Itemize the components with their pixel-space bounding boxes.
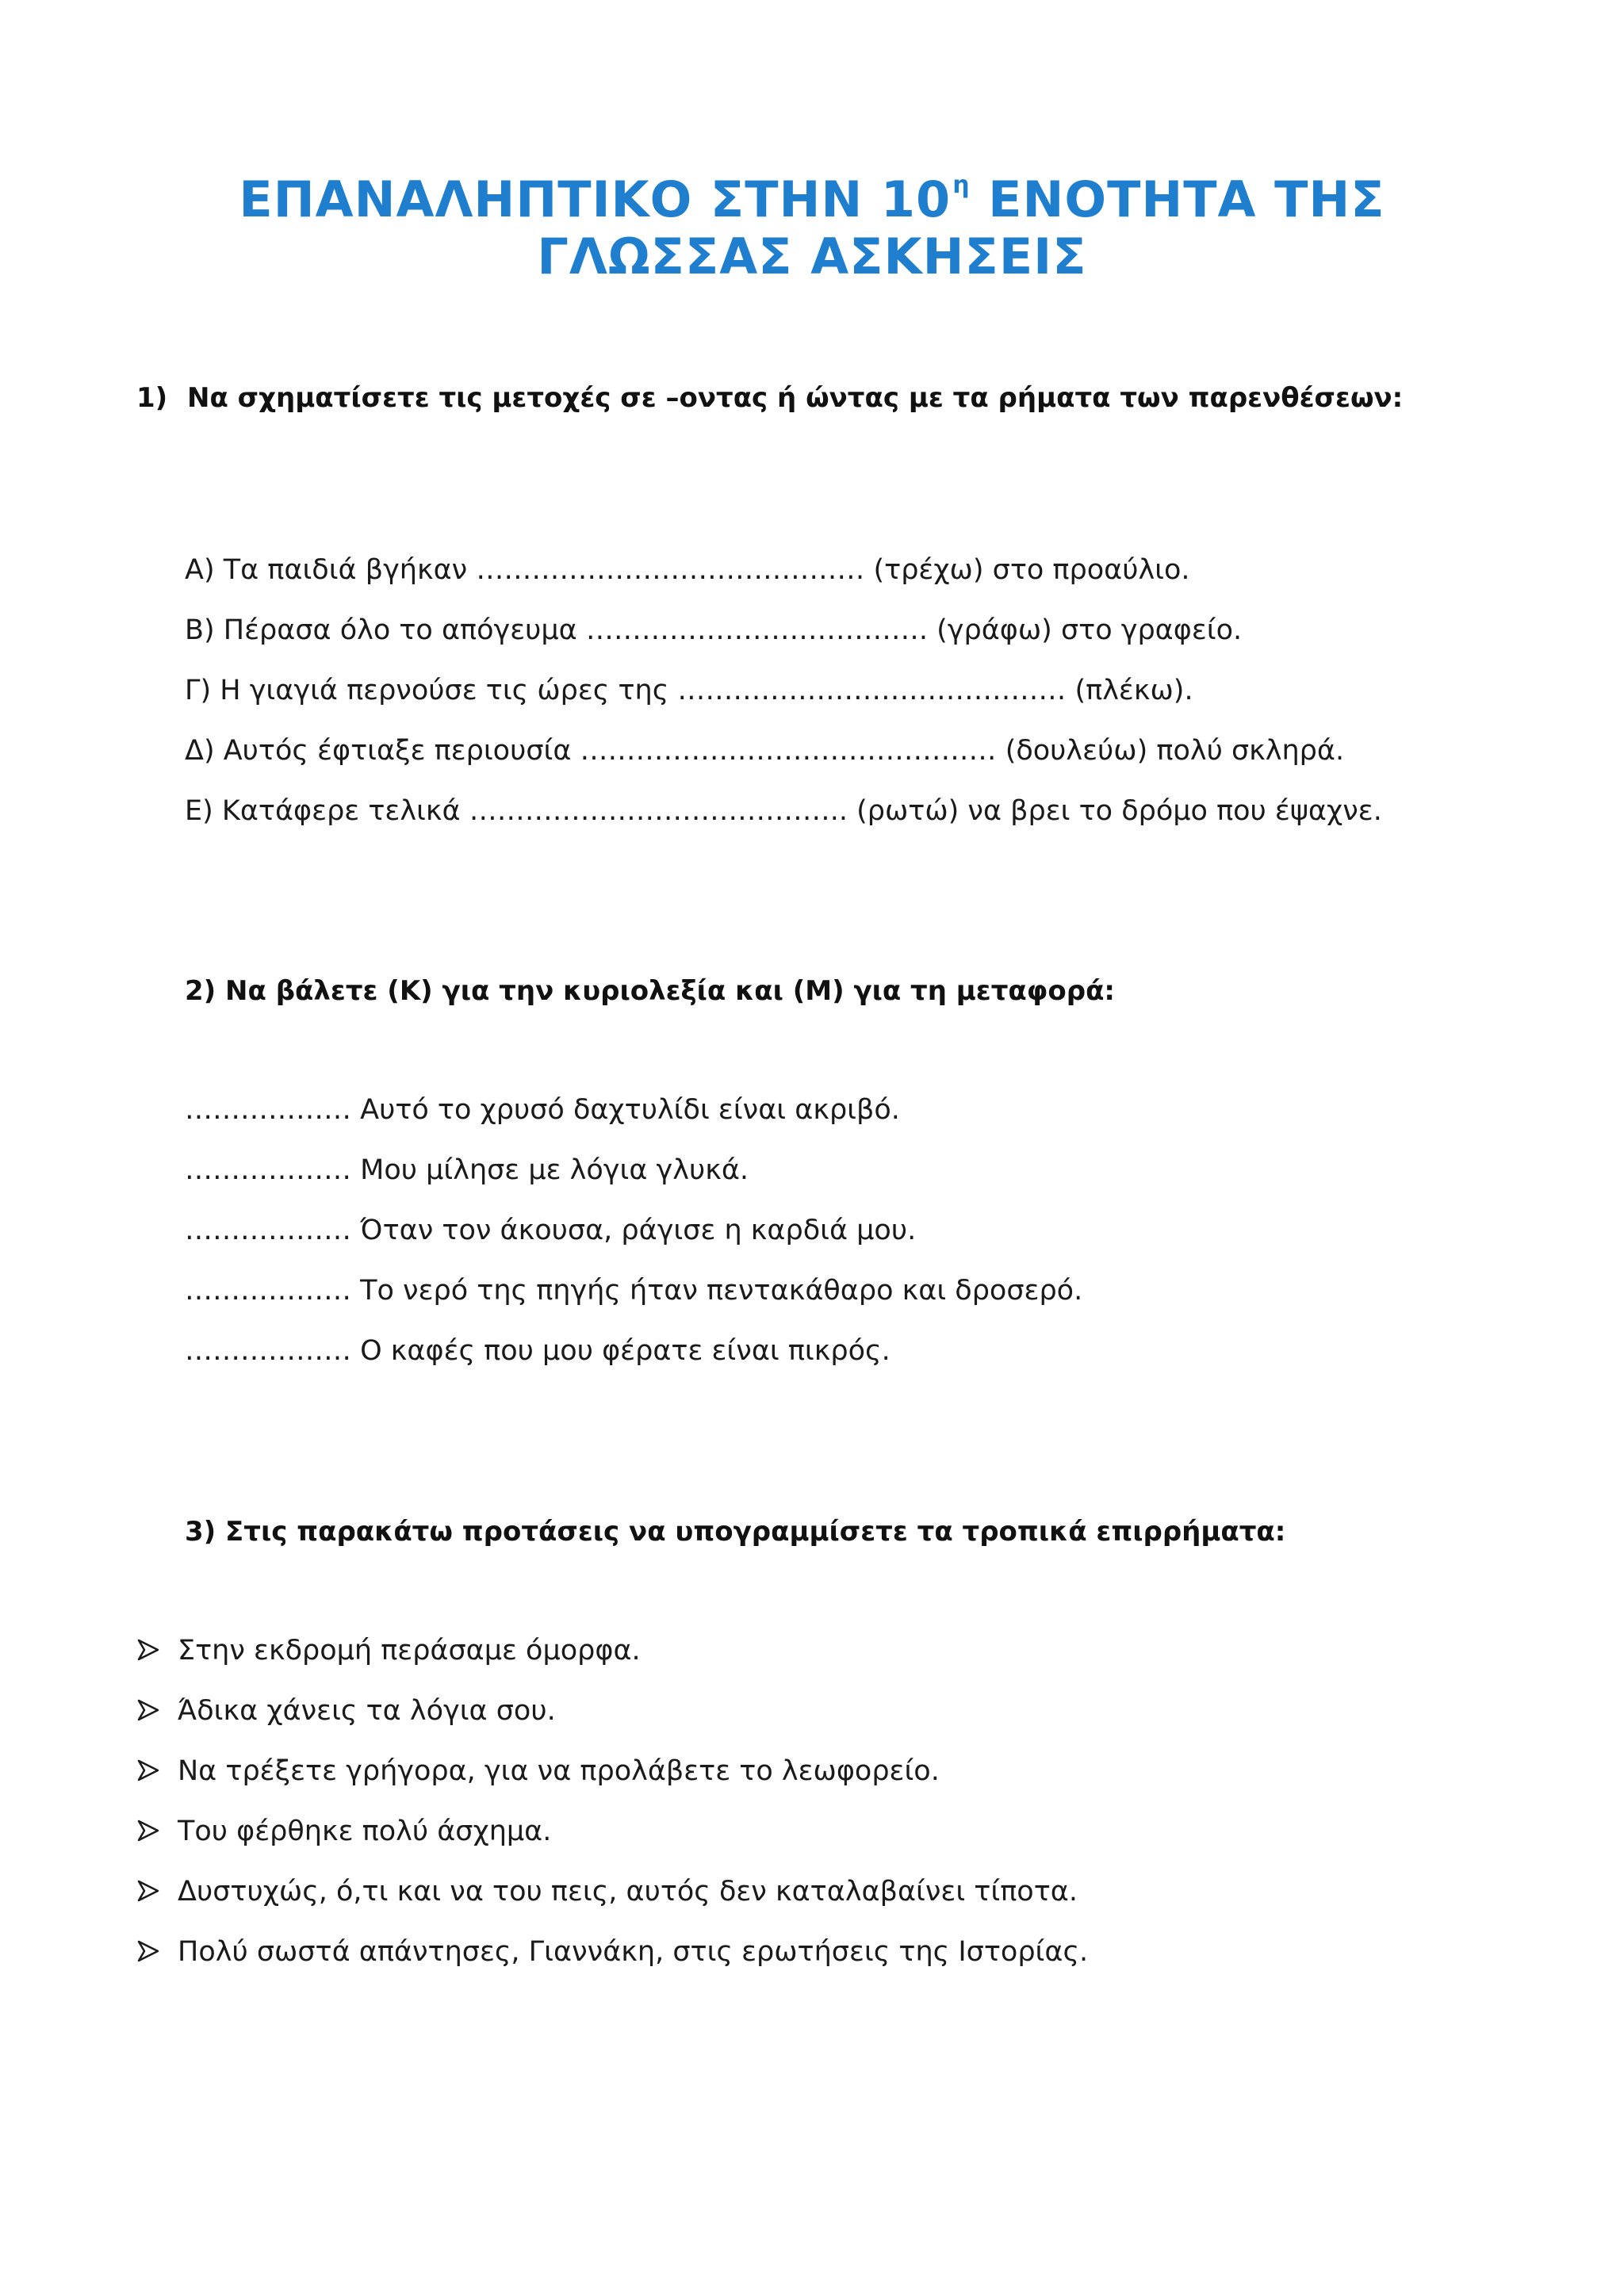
arrow-bullet-icon: [136, 1693, 178, 1728]
exercise-2-item: ……………… Μου μίλησε με λόγια γλυκά.: [185, 1154, 749, 1186]
title-text-part1: ΕΠΑΝΑΛΗΠΤΙΚΟ ΣΤΗΝ 10: [239, 170, 952, 228]
exercise-2-number: 2): [185, 975, 216, 1007]
exercise-3-item: [136, 1693, 556, 1728]
title-superscript: η: [952, 171, 971, 199]
arrow-bullet-icon: [136, 1754, 178, 1789]
exercise-2-heading: [185, 974, 1115, 1008]
exercise-3-number: 3): [185, 1516, 216, 1548]
exercise-3-heading: [185, 1514, 1285, 1549]
exercise-1-item: Α) Τα παιδιά βγήκαν …………………………………… (τρέχω) στο προαύλιο.: [185, 554, 1190, 586]
arrow-bullet-icon: [136, 1633, 178, 1668]
exercise-3-item-text: Στην εκδρομή περάσαμε όμορφα.: [178, 1635, 641, 1667]
exercise-3-instruction: Στις παρακάτω προτάσεις να υπογραμμίσετε τα τροπικά επιρρήματα:: [225, 1516, 1286, 1548]
exercise-3-item-text: Πολύ σωστά απάντησες, Γιαννάκη, στις ερωτήσεις της Ιστορίας.: [178, 1936, 1089, 1968]
arrow-bullet-icon: [136, 1934, 178, 1969]
exercise-2-item: ……………… Αυτό το χρυσό δαχτυλίδι είναι ακριβό.: [185, 1094, 900, 1126]
title-line-1: [0, 156, 1624, 229]
exercise-2-instruction: Να βάλετε (Κ) για την κυριολεξία και (Μ) για τη μεταφορά:: [225, 975, 1116, 1007]
exercise-1-heading: [136, 381, 1403, 415]
exercise-3-item: [136, 1874, 1078, 1909]
exercise-3-item: [136, 1814, 551, 1849]
exercise-3-item-text: Να τρέξετε γρήγορα, για να προλάβετε το λεωφορείο.: [178, 1755, 940, 1787]
exercise-1-item: Δ) Αυτός έφτιαξε περιουσία ……………………………………… (δουλεύω) πολύ σκληρά.: [185, 735, 1345, 767]
exercise-3-item-text: Άδικα χάνεις τα λόγια σου.: [178, 1695, 556, 1727]
exercise-1-number: 1): [136, 382, 168, 414]
exercise-3-item-text: Δυστυχώς, ό,τι και να του πεις, αυτός δεν καταλαβαίνει τίποτα.: [178, 1876, 1078, 1908]
exercise-1-item: Γ) Η γιαγιά περνούσε τις ώρες της …………………………………… (πλέκω).: [185, 675, 1193, 706]
exercise-3-item: [136, 1934, 1088, 1969]
title-text-part2: ΕΝΟΤΗΤΑ ΤΗΣ: [970, 170, 1385, 228]
exercise-2-item: ……………… Ο καφές που μου φέρατε είναι πικρός.: [185, 1335, 891, 1367]
exercise-2-item: ……………… Όταν τον άκουσα, ράγισε η καρδιά μου.: [185, 1215, 917, 1246]
exercise-1-instruction: Να σχηματίσετε τις μετοχές σε –οντας ή ώντας με τα ρήματα των παρενθέσεων:: [187, 382, 1404, 414]
arrow-bullet-icon: [136, 1874, 178, 1909]
title-line-2: ΓΛΩΣΣΑΣ ΑΣΚΗΣΕΙΣ: [537, 228, 1087, 285]
exercise-1-item: Ε) Κατάφερε τελικά ………………………………….. (ρωτώ) να βρει το δρόμο που έψαχνε.: [185, 795, 1382, 827]
exercise-3-item: [136, 1754, 940, 1789]
exercise-1-item: Β) Πέρασα όλο το απόγευμα ………………………………. (γράφω) στο γραφείο.: [185, 614, 1243, 646]
exercise-2-item: ……………… Το νερό της πηγής ήταν πεντακάθαρο και δροσερό.: [185, 1275, 1083, 1307]
arrow-bullet-icon: [136, 1814, 178, 1849]
exercise-3-item: [136, 1633, 641, 1668]
exercise-3-item-text: Του φέρθηκε πολύ άσχημα.: [178, 1816, 552, 1847]
